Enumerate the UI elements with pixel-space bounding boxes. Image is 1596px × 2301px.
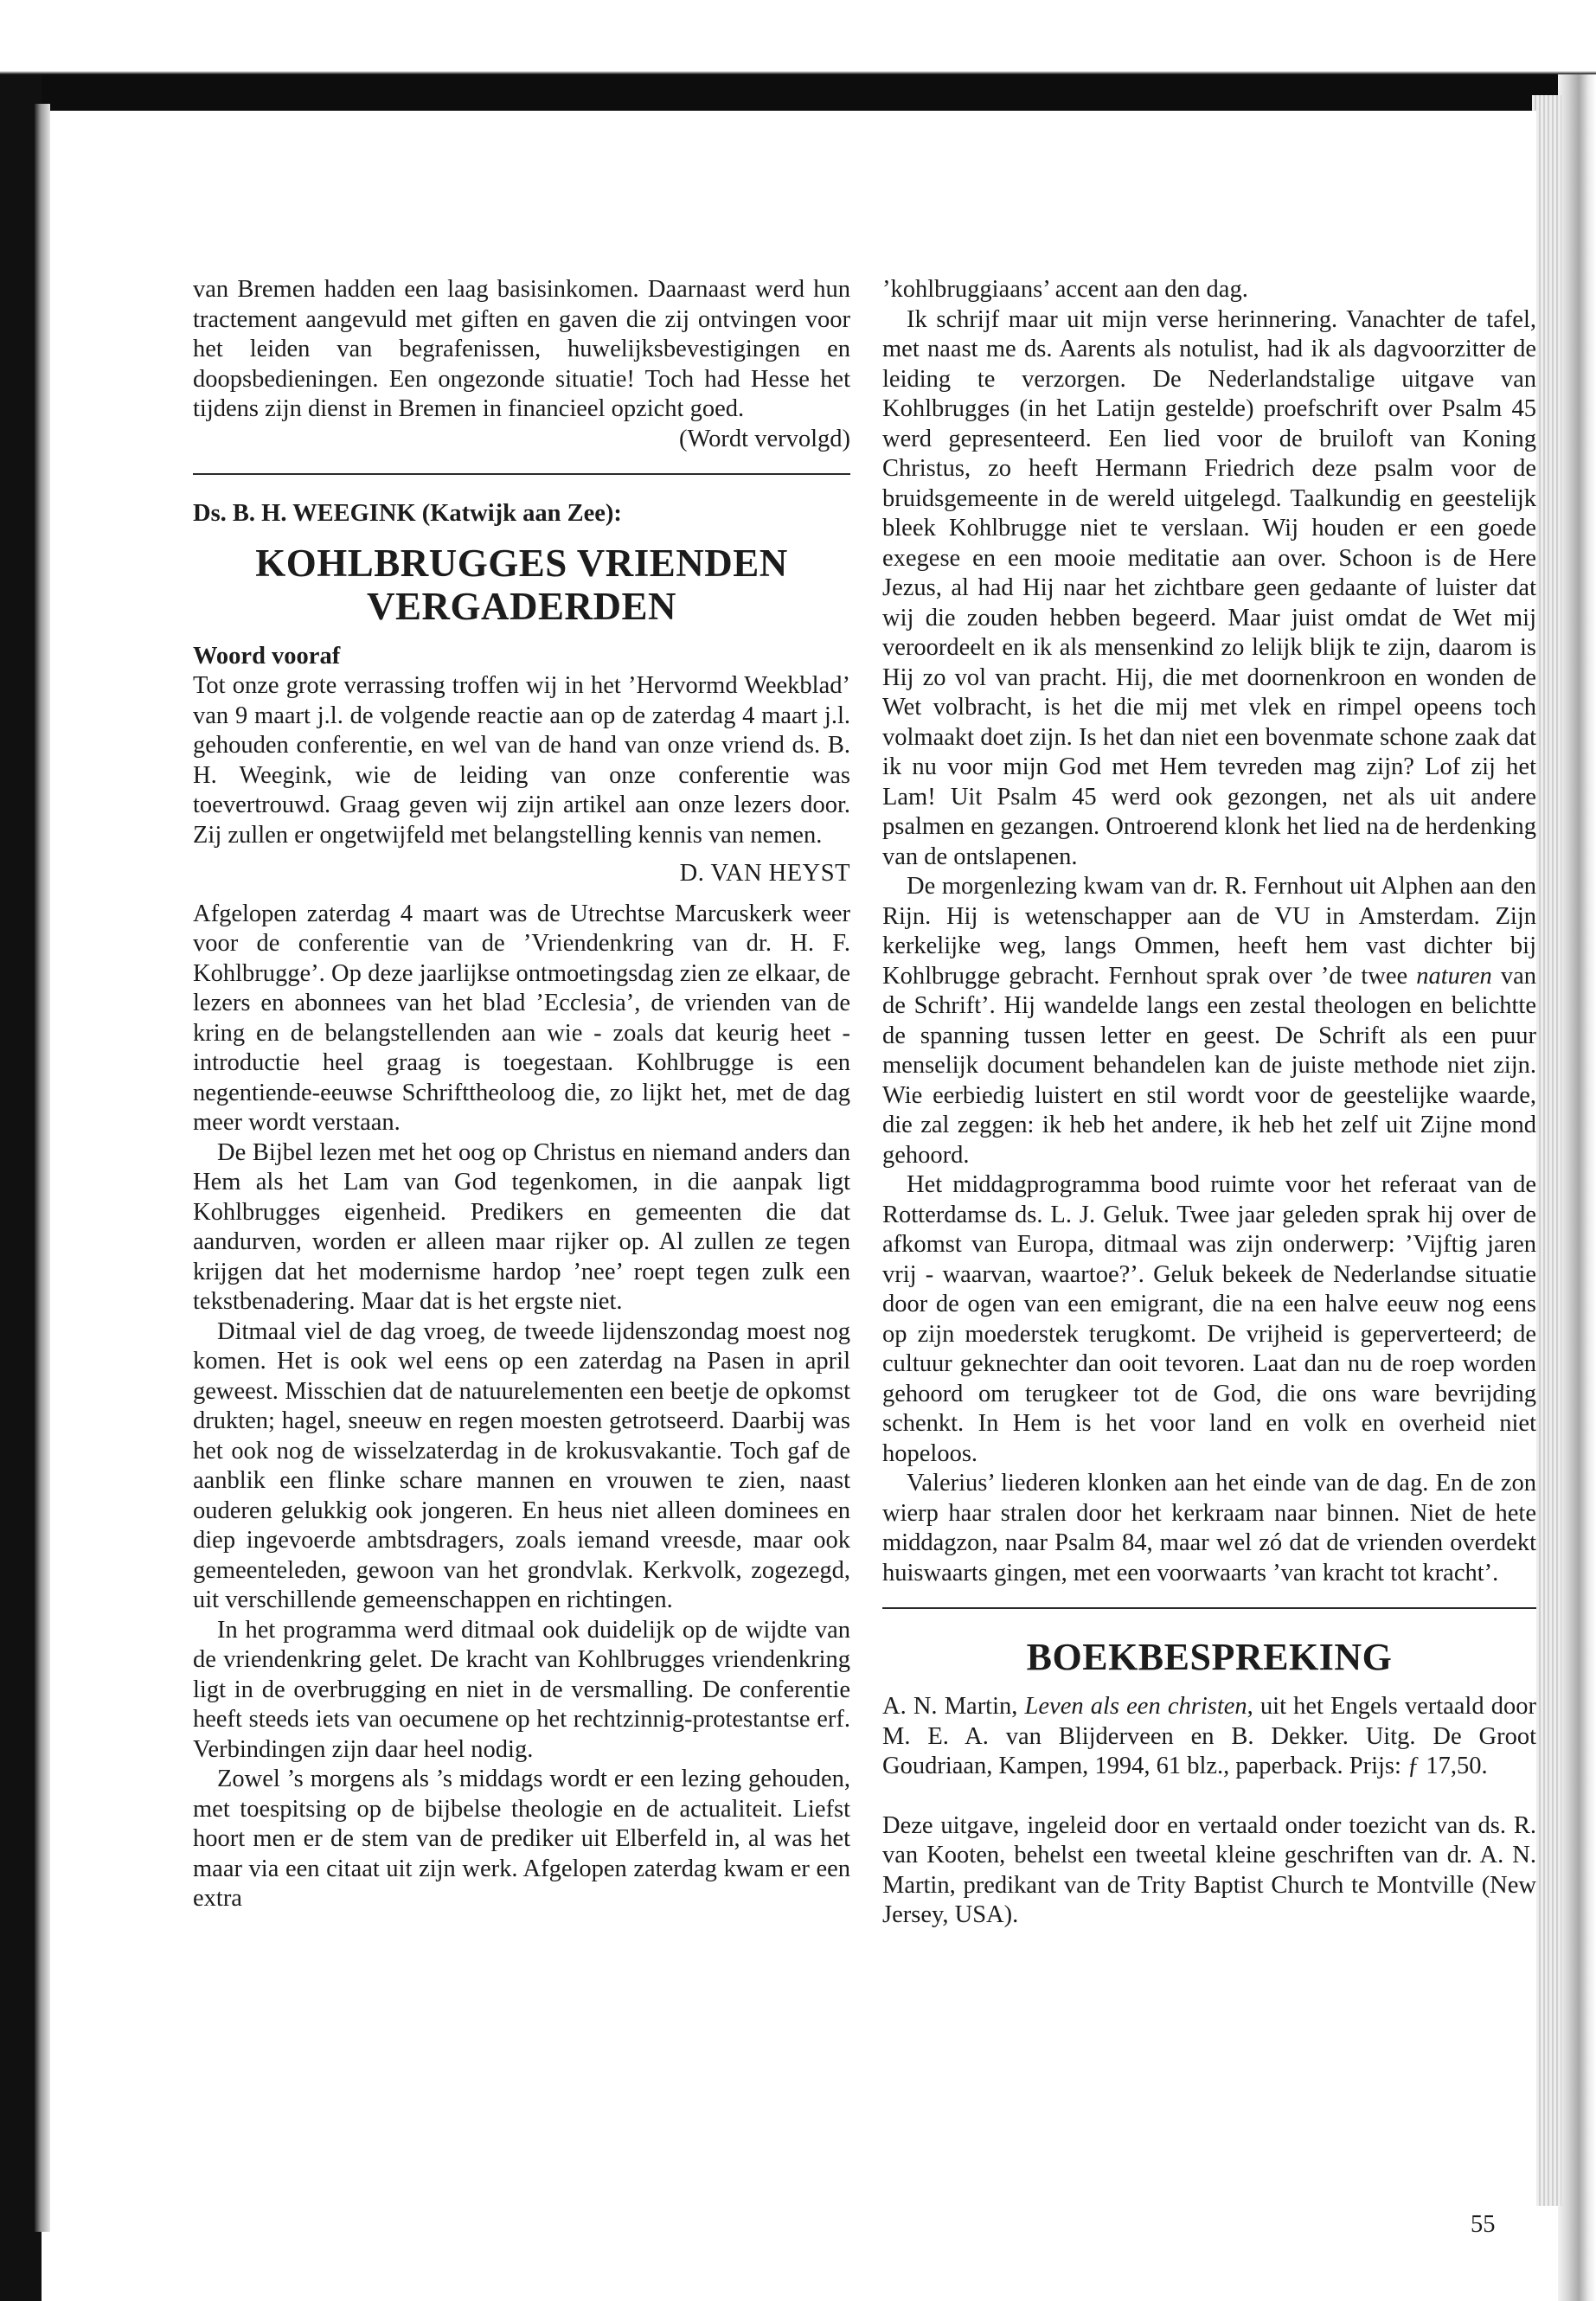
review-citation bbox=[882, 1692, 1536, 1782]
scan-border-top bbox=[0, 0, 1596, 111]
review-author: A. N. Martin, bbox=[882, 1693, 1025, 1720]
article-byline: Ds. B. H. WEEGINK (Katwijk aan Zee): bbox=[193, 500, 622, 527]
book-spine-edge bbox=[35, 104, 50, 2232]
review-details: , uit het Engels vertaald door M. E. A. van Blijderveen en B. Dekker. Uitg. De Groot Goudriaan, Kampen, 1994, 61 blz., paperback. Prijs: ƒ 17,50. bbox=[882, 1693, 1536, 1779]
article-paragraph: Afgelopen zaterdag 4 maart was de Utrechtse Marcuskerk weer voor de conferentie van de ’Vriendenkring van dr. H. F. Kohlbrugge’. Op deze jaarlijkse ontmoetingsdag zien ze elkaar, de lezers en abonnees van het blad ’Ecclesia’, de vrienden van de kring en de belangstellenden aan wie - zoals dat keurig heet - introductie heel graag is toegestaan. Kohlbrugge is een negentiende-eeuwse Schrifttheoloog die, zo lijkt het, met de dag meer wordt verstaan. bbox=[193, 900, 850, 1136]
scan-border-right bbox=[1558, 74, 1596, 2301]
article-paragraph: Ik schrijf maar uit mijn verse herinnering. Vanachter de tafel, met naast me ds. Aarents als notulist, had ik als dagvoorzitter de leiding te verzorgen. De Nederlandstalige uitgave van Kohlbrugges (in het Latijn gestelde) proefschrift over Psalm 45 werd gepresenteerd. Een lied voor de bruiloft van Koning Christus, zo heeft Hermann Friedrich deze psalm voor de bruidsgemeente in de wereld uitgelegd. Taalkundig en geestelijk bleek Kohlbrugge niet te verslaan. Wij houden er een goede exegese en een mooie meditatie aan over. Schoon is de Here Jezus, al had Hij naar het zichtbare geen gedaante of luister dat wij die zouden hebben begeerd. Maar juist omdat de Wet mij veroordeelt en ik als mensenkind zo lelijk blijk te zijn, daarom is Hij zo vol van pracht. Hij, die met doornenkroon en wonden de Wet volbracht, is het die mij met vlek en rimpel opeens toch volmaakt doet zijn. Is het dan niet een bovenmate schone zaak dat ik nu voor mijn God met Hem tevreden mag zijn? Lof zij het Lam! Uit Psalm 45 werd ook gezongen, net als uit andere psalmen en gezangen. Ontroerend klonk het lied na de herdenking van de ontslapenen. bbox=[882, 305, 1536, 870]
left-column bbox=[193, 275, 850, 1914]
article-paragraph: Het middagprogramma bood ruimte voor het referaat van de Rotterdamse ds. L. J. Geluk. Twee jaar geleden sprak hij over de afkomst van Europa, ditmaal was zijn onderwerp: ’Vijftig jaren vrij - waarvan, waartoe?’. Geluk bekeek de Nederlandse situatie door de ogen van een emigrant, die na een halve eeuw nog eens op zijn moederstek terugkomt. De vrijheid is geperverteerd; de cultuur geknechter dan ooit tevoren. Laat dan nu de roep worden gehoord om terugkeer tot de God, die ons ware bevrijding schenkt. In Hem is het voor land en volk en overheid niet hopeloos. bbox=[882, 1171, 1536, 1467]
review-book-title: Leven als een christen bbox=[1024, 1693, 1247, 1720]
fernhout-text-start: De morgenlezing kwam van dr. R. Fernhout uit Alphen aan den Rijn. Hij is wetenschapper aan de VU in Amsterdam. Zijn kerkelijke weg, langs Ommen, heeft hem vast dichter bij Kohlbrugge gebracht. Fernhout sprak over ’de twee bbox=[882, 873, 1536, 990]
review-heading: BOEKBESPREKING bbox=[1026, 1636, 1393, 1678]
article-headline: KOHLBRUGGES VRIENDEN VERGADERDEN bbox=[255, 541, 788, 628]
section-divider bbox=[882, 1607, 1536, 1609]
fernhout-emphasis: naturen bbox=[1416, 962, 1492, 990]
article-paragraph: In het programma werd ditmaal ook duidelijk op de wijdte van de vriendenkring gelet. De kracht van Kohlbrugges vriendenkring ligt in de overbrugging en niet in de versmalling. De conferentie heeft steeds iets van oecumene op het rechtzinnig-protestantse erf. Verbindingen zijn daar heel nodig. bbox=[193, 1616, 850, 1763]
preface-title: Woord vooraf bbox=[193, 642, 341, 670]
article-paragraph: ’kohlbruggiaans’ accent aan den dag. bbox=[882, 276, 1248, 303]
article-paragraph: Valerius’ liederen klonken aan het einde van de dag. En de zon wierp haar stralen door het kerkraam naar binnen. Niet de hete middagzon, naar Psalm 84, maar wel zó dat de vrienden overdekt huiswaarts gingen, met een voorwaarts ’van kracht tot kracht’. bbox=[882, 1470, 1536, 1586]
preface-signature: D. VAN HEYST bbox=[679, 860, 850, 887]
article-paragraph: Zowel ’s morgens als ’s middags wordt er een lezing gehouden, met toespitsing op de bijbelse theologie en de actualiteit. Liefst hoort men er de stem van de prediker uit Elberfeld in, al was het maar via een citaat uit zijn werk. Afgelopen zaterdag kwam er een extra bbox=[193, 1766, 850, 1912]
section-divider bbox=[193, 473, 850, 475]
review-text: Deze uitgave, ingeleid door en vertaald onder toezicht van ds. R. van Kooten, behelst een tweetal kleine geschriften van dr. A. N. Martin, predikant van de Trity Baptist Church te Montville (New Jersey, USA). bbox=[882, 1811, 1536, 1928]
page-number: 55 bbox=[1471, 2211, 1496, 2238]
fernhout-text-end: van de Schrift’. Hij wandelde langs een zestal theologen en belichtte de spanning tussen letter en geest. De Schrift als een puur menselijk document behandelen kan de juiste methode niet zijn. Wie eerbiedig luistert en stil wordt voor de geestelijke waarde, die zal zeggen: ik heb het andere, ik heb het zelf uit Zijne mond gehoord. bbox=[882, 962, 1536, 1169]
preface-text: Tot onze grote verrassing troffen wij in het ’Hervormd Weekblad’ van 9 maart j.l. de volgende reactie aan op de zaterdag 4 maart j.l. gehouden conferentie, en wel van de hand van onze vriend ds. B. H. Weegink, wie de leiding van onze conferentie was toevertrouwd. Graag geven wij zijn artikel aan onze lezers door. Zij zullen er ongetwijfeld met belangstelling kennis van nemen. bbox=[193, 672, 850, 849]
article-paragraph: De Bijbel lezen met het oog op Christus en niemand anders dan Hem als het Lam van God tegenkomen, in die aanpak ligt Kohlbrugges eigenheid. Predikers en gemeenten die dat aandurven, worden er alleen maar rijker op. Al zullen ze tegen krijgen dat het modernisme hardop ’nee’ roept tegen zulk een tekstbenadering. Maar dat is het ergste niet. bbox=[193, 1138, 850, 1315]
to-be-continued-note: (Wordt vervolgd) bbox=[679, 425, 850, 452]
right-column bbox=[882, 275, 1536, 1931]
paragraph-spacer bbox=[882, 1782, 1536, 1811]
continuation-paragraph: van Bremen hadden een laag basisinkomen. Daarnaast werd hun tractement aangevuld met giften en gaven die zij ontvingen voor het leiden van begrafenissen, huwelijksbevestigingen en doopsbedieningen. Een ongezonde situatie! Toch had Hesse het tijdens zijn dienst in Bremen in financieel opzicht goed. bbox=[193, 276, 850, 422]
article-paragraph bbox=[882, 872, 1536, 1170]
magazine-page bbox=[52, 111, 1536, 2247]
page-stack-edge bbox=[1532, 95, 1561, 2206]
article-paragraph: Ditmaal viel de dag vroeg, de tweede lijdenszondag moest nog komen. Het is ook wel eens op een zaterdag na Pasen in april geweest. Misschien dat de natuurelementen een beetje de opkomst drukten; hagel, sneeuw en regen moesten getrotseerd. Daarbij was het ook nog de wisselzaterdag in de krokusvakantie. Toch gaf de aanblik een flinke schare mannen en vrouwen te zien, naast ouderen gelukkig ook jongeren. En heus niet alleen dominees en diep ingevoerde ambtsdragers, zoals iemand vreesde, maar ook gemeenteleden, gewoon van het grondvlak. Kerkvolk, zogezegd, uit verschillende gemeenschappen en richtingen. bbox=[193, 1317, 850, 1613]
